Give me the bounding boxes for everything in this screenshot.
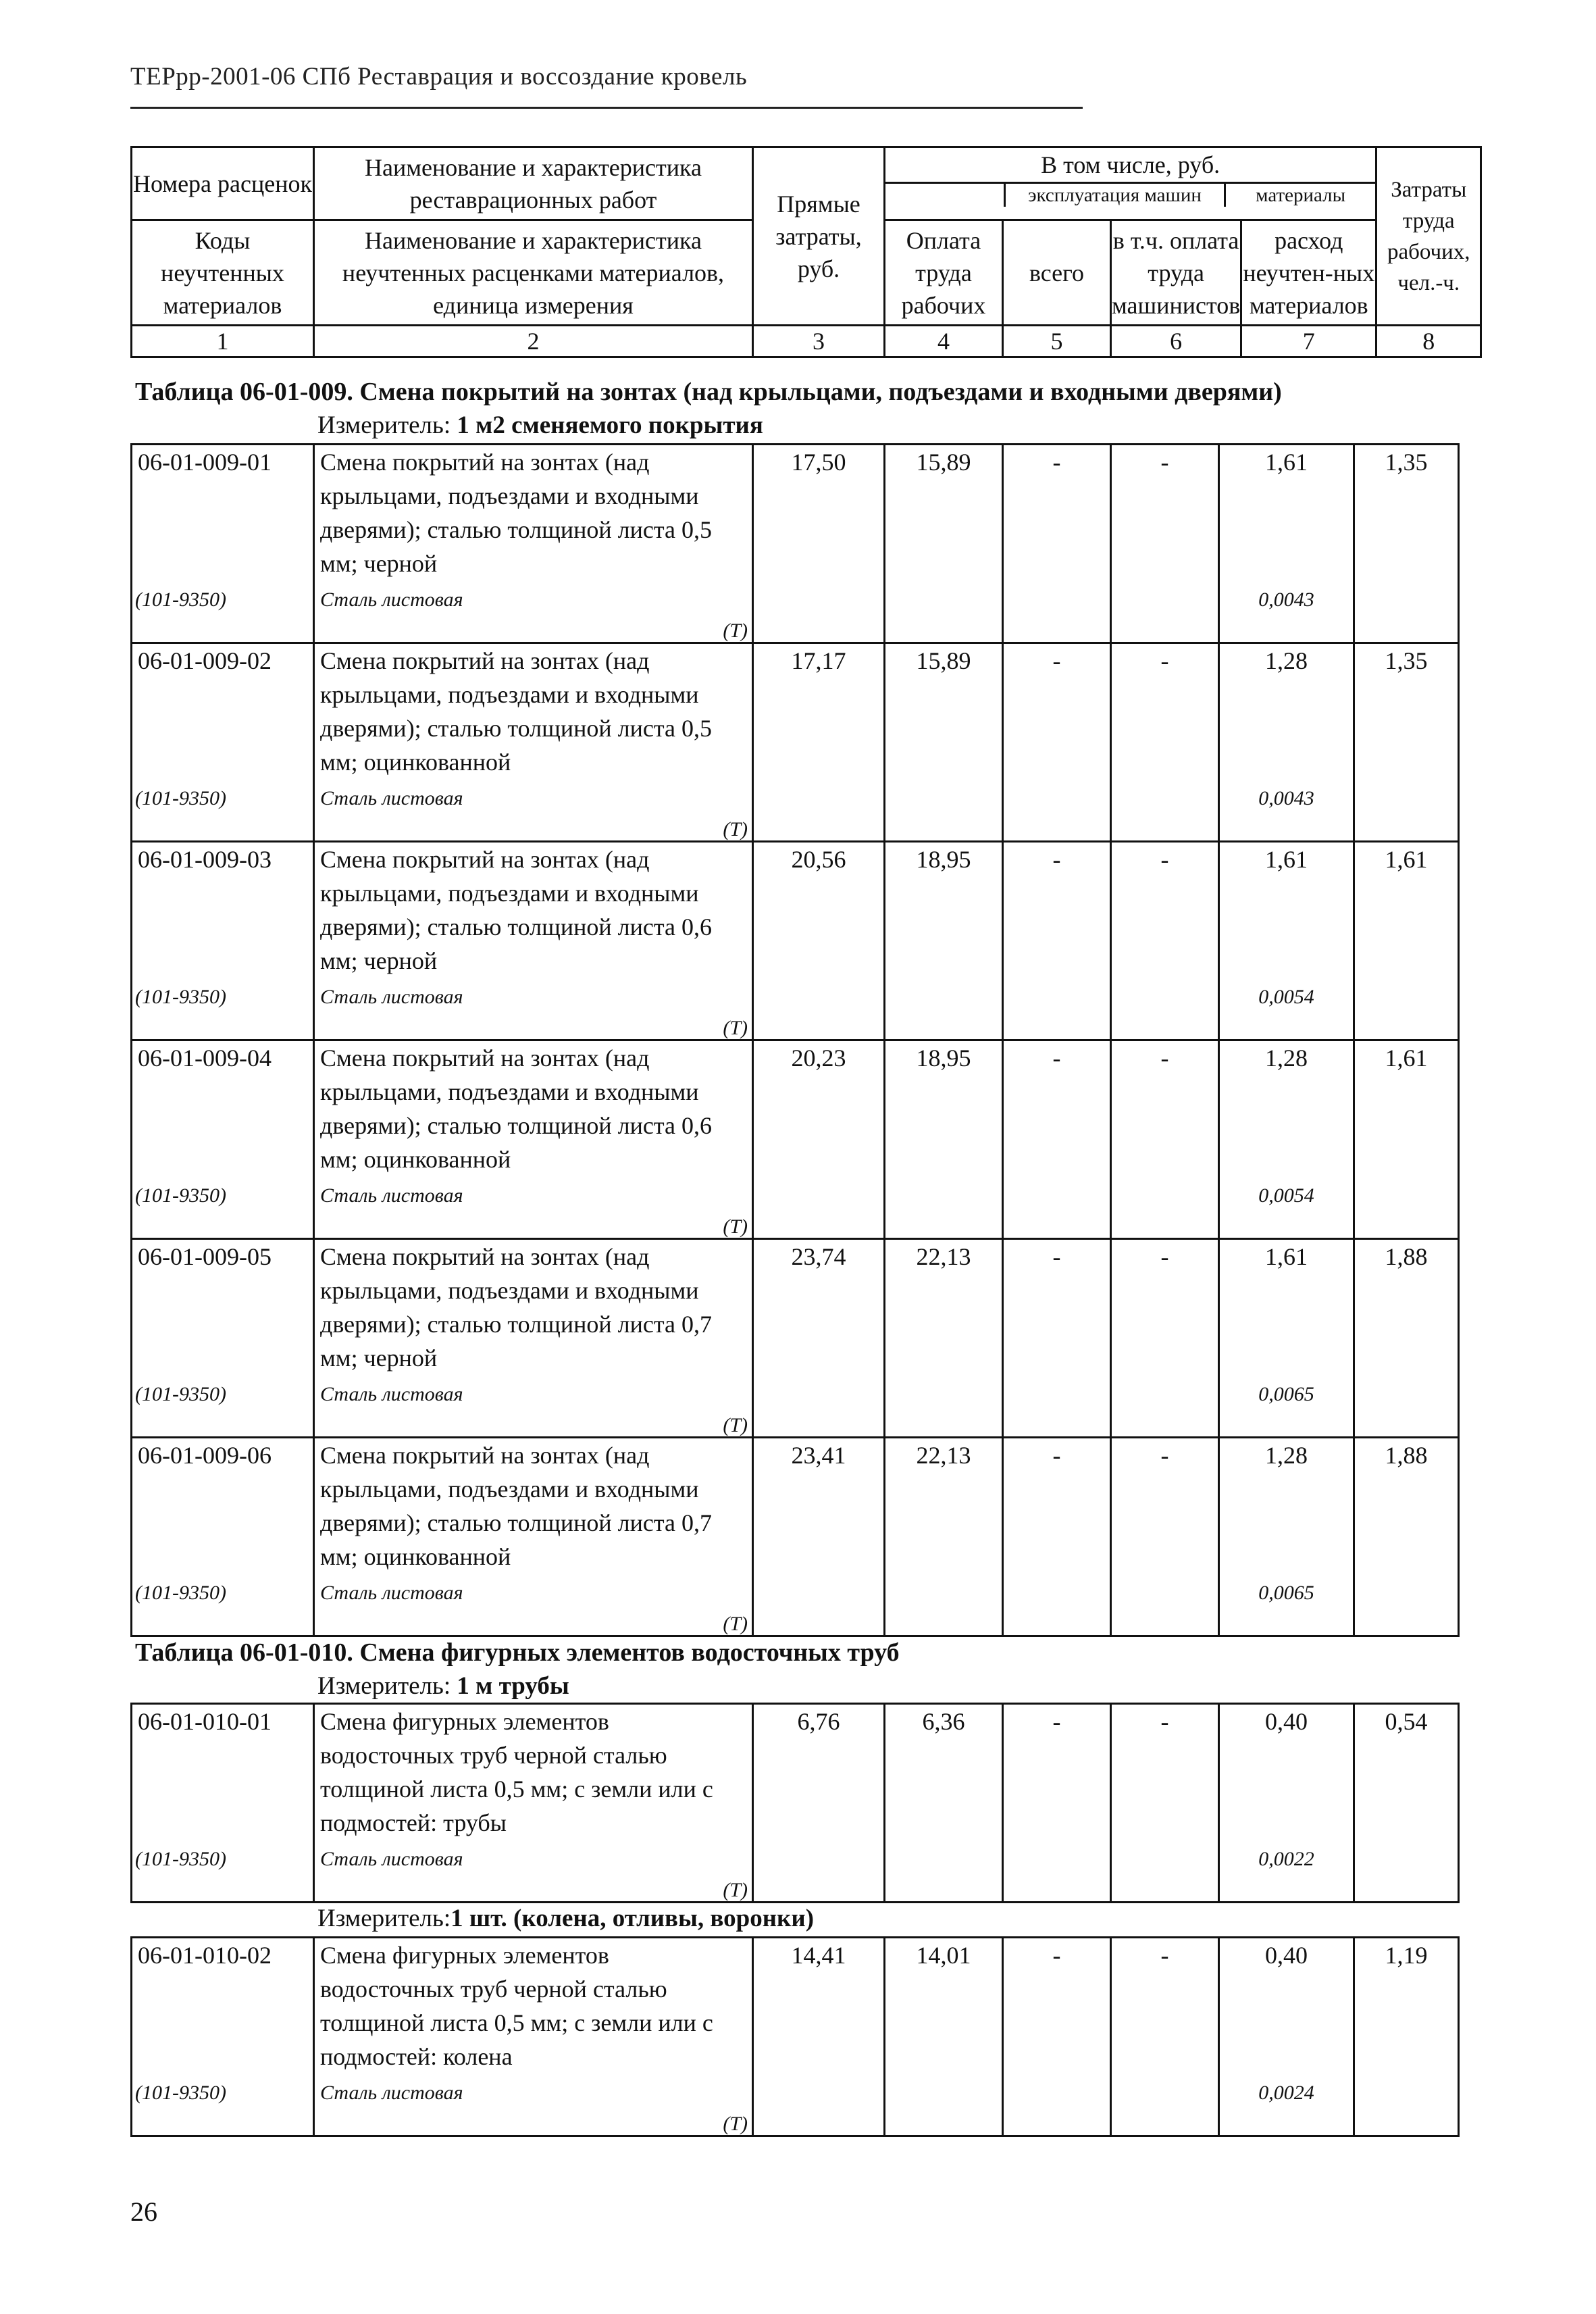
rate-code-cell (132, 1239, 314, 1438)
col-number: 2 (314, 326, 753, 357)
material-code: (101-9350) (135, 1848, 226, 1870)
measure-label: Измеритель: (317, 1672, 451, 1700)
rate-code-cell (132, 1704, 314, 1903)
table-009 (130, 443, 1460, 1637)
labor-hours-cell (1354, 1938, 1459, 2136)
work-description-cell (314, 1704, 753, 1903)
col-number: 7 (1241, 326, 1376, 357)
operators-pay-cell (1111, 1704, 1219, 1903)
rate-code: 06-01-009-05 (138, 1243, 272, 1270)
material-name: Сталь листовая (320, 588, 463, 611)
work-description: Смена покрытий на зонтах (над крыльцами, подъездами и входными дверями); сталью толщиной листа 0,7 мм; оцинкованной (320, 1442, 713, 1570)
rate-code: 06-01-009-06 (138, 1442, 272, 1469)
col-number: 1 (132, 326, 314, 357)
material-quantity: 0,0065 (1258, 1383, 1314, 1405)
hdr-machines: эксплуатация машин (1004, 184, 1224, 207)
operators-pay-cell (1111, 1438, 1219, 1636)
material-name: Сталь листовая (320, 2082, 463, 2104)
machines-total: - (1052, 1442, 1061, 1469)
machines-total: - (1052, 846, 1061, 873)
rate-code: 06-01-009-04 (138, 1045, 272, 1072)
direct-costs: 23,74 (791, 1243, 846, 1270)
direct-costs: 17,17 (791, 647, 846, 674)
material-unit-mark: (Т) (723, 620, 748, 642)
operators-pay: - (1160, 846, 1169, 873)
col-number: 8 (1376, 326, 1481, 357)
direct-costs: 23,41 (791, 1442, 846, 1469)
rate-code-cell (132, 842, 314, 1040)
material-unit-mark: (Т) (723, 1017, 748, 1039)
machines-total: - (1052, 1708, 1061, 1735)
rate-code-cell (132, 1438, 314, 1636)
table-header (130, 146, 1482, 358)
labor-hours: 0,54 (1385, 1708, 1428, 1735)
hdr-material-usage: расход неучтен-ных материалов (1241, 220, 1376, 326)
page-number: 26 (130, 2196, 157, 2227)
material-quantity: 0,0065 (1258, 1582, 1314, 1604)
labor-pay: 14,01 (916, 1942, 971, 1969)
material-name: Сталь листовая (320, 787, 463, 809)
direct-costs: 17,50 (791, 449, 846, 476)
material-name: Сталь листовая (320, 986, 463, 1008)
work-description-cell (314, 643, 753, 842)
work-description: Смена покрытий на зонтах (над крыльцами, подъездами и входными дверями); сталью толщиной листа 0,7 мм; черной (320, 1243, 713, 1372)
operators-pay: - (1160, 449, 1169, 476)
table-row (132, 1438, 1459, 1636)
material-code: (101-9350) (135, 1184, 226, 1207)
material-unit-mark: (Т) (723, 818, 748, 840)
header-rule (130, 107, 1083, 109)
machines-total: - (1052, 1045, 1061, 1072)
hdr-labor-hours: Затраты труда рабочих, чел.-ч. (1376, 147, 1481, 326)
hdr-materials: материалы (1224, 184, 1375, 207)
material-quantity: 0,0043 (1258, 787, 1314, 809)
table-row (132, 1704, 1459, 1903)
table-row (132, 643, 1459, 842)
direct-costs: 20,23 (791, 1045, 846, 1072)
work-description: Смена фигурных элементов водосточных труб черной сталью толщиной листа 0,5 мм; с земли или с подмостей: трубы (320, 1708, 713, 1836)
rate-code: 06-01-009-01 (138, 449, 272, 476)
rate-code: 06-01-010-01 (138, 1708, 272, 1735)
table-010-caption: Таблица 06-01-010. Смена фигурных элементов водосточных труб (135, 1638, 900, 1667)
direct-costs-cell (753, 1438, 885, 1636)
hdr-material-codes: Коды неучтенных материалов (132, 220, 314, 326)
direct-costs-cell (753, 445, 885, 643)
col-number: 5 (1003, 326, 1111, 357)
materials-cost-cell (1219, 1438, 1354, 1636)
materials-cost-cell (1219, 1938, 1354, 2136)
materials-cost: 1,28 (1265, 1442, 1308, 1469)
labor-hours-cell (1354, 1239, 1459, 1438)
machines-total: - (1052, 647, 1061, 674)
materials-cost-cell (1219, 643, 1354, 842)
material-unit-mark: (Т) (723, 1613, 748, 1635)
rate-code-cell (132, 445, 314, 643)
labor-pay: 18,95 (916, 1045, 971, 1072)
materials-cost: 1,61 (1265, 846, 1308, 873)
material-code: (101-9350) (135, 2082, 226, 2104)
operators-pay-cell (1111, 445, 1219, 643)
work-description: Смена фигурных элементов водосточных труб черной сталью толщиной листа 0,5 мм; с земли или с подмостей: колена (320, 1942, 713, 2070)
material-code: (101-9350) (135, 986, 226, 1008)
labor-hours: 1,88 (1385, 1442, 1428, 1469)
hdr-group (885, 147, 1376, 220)
measure-label: Измеритель: (317, 411, 451, 439)
table-row (132, 1040, 1459, 1239)
table-009-measure (317, 411, 763, 440)
operators-pay-cell (1111, 643, 1219, 842)
hdr-work-name: Наименование и характеристика реставрационных работ (314, 147, 753, 220)
table-row (132, 1938, 1459, 2136)
hdr-direct-costs: Прямые затраты, руб. (753, 147, 885, 326)
labor-pay-cell (885, 842, 1003, 1040)
table-row (132, 445, 1459, 643)
operators-pay-cell (1111, 1938, 1219, 2136)
hdr-rate-numbers: Номера расценок (132, 147, 314, 220)
labor-hours: 1,61 (1385, 1045, 1428, 1072)
machines-total-cell (1003, 842, 1111, 1040)
labor-pay: 6,36 (922, 1708, 965, 1735)
machines-total-cell (1003, 1040, 1111, 1239)
measure-value: 1 м2 сменяемого покрытия (457, 411, 763, 439)
operators-pay: - (1160, 1942, 1169, 1969)
page-header: ТЕРрр-2001-06 СПб Реставрация и воссоздание кровель (130, 63, 748, 91)
labor-hours-cell (1354, 1040, 1459, 1239)
operators-pay: - (1160, 1708, 1169, 1735)
operators-pay: - (1160, 1243, 1169, 1270)
materials-cost: 0,40 (1265, 1708, 1308, 1735)
labor-pay-cell (885, 1938, 1003, 2136)
rate-code: 06-01-009-03 (138, 846, 272, 873)
col-number: 3 (753, 326, 885, 357)
material-quantity: 0,0024 (1258, 2082, 1314, 2104)
labor-pay: 15,89 (916, 647, 971, 674)
direct-costs-cell (753, 1040, 885, 1239)
hdr-labor-pay: Оплата труда рабочих (885, 220, 1003, 326)
labor-pay-cell (885, 1438, 1003, 1636)
labor-hours-cell (1354, 643, 1459, 842)
materials-cost-cell (1219, 445, 1354, 643)
material-quantity: 0,0054 (1258, 1184, 1314, 1207)
operators-pay-cell (1111, 1040, 1219, 1239)
work-description-cell (314, 1239, 753, 1438)
direct-costs-cell (753, 1704, 885, 1903)
labor-pay: 15,89 (916, 449, 971, 476)
measure-value: 1 м трубы (457, 1672, 569, 1700)
table-row (132, 1239, 1459, 1438)
labor-pay: 22,13 (916, 1243, 971, 1270)
machines-total-cell (1003, 1704, 1111, 1903)
direct-costs: 14,41 (791, 1942, 846, 1969)
materials-cost: 1,61 (1265, 449, 1308, 476)
materials-cost-cell (1219, 1040, 1354, 1239)
material-unit-mark: (Т) (723, 2113, 748, 2135)
rate-code: 06-01-009-02 (138, 647, 272, 674)
table-010-measure-2 (317, 1904, 814, 1933)
labor-hours: 1,61 (1385, 846, 1428, 873)
machines-total: - (1052, 1942, 1061, 1969)
materials-cost-cell (1219, 842, 1354, 1040)
material-code: (101-9350) (135, 787, 226, 809)
direct-costs: 6,76 (797, 1708, 840, 1735)
labor-hours-cell (1354, 1704, 1459, 1903)
hdr-machines-total: всего (1003, 220, 1111, 326)
table-010-part-1 (130, 1703, 1460, 1903)
table-010-part-2 (130, 1936, 1460, 2137)
labor-pay-cell (885, 445, 1003, 643)
direct-costs-cell (753, 643, 885, 842)
labor-hours: 1,35 (1385, 449, 1428, 476)
materials-cost: 0,40 (1265, 1942, 1308, 1969)
work-description-cell (314, 1938, 753, 2136)
hdr-material-name: Наименование и характеристика неучтенных расценками материалов, единица измерения (314, 220, 753, 326)
operators-pay: - (1160, 1442, 1169, 1469)
material-name: Сталь листовая (320, 1848, 463, 1870)
work-description-cell (314, 445, 753, 643)
table-010-measure-1 (317, 1671, 569, 1701)
operators-pay: - (1160, 1045, 1169, 1072)
table-009-caption: Таблица 06-01-009. Смена покрытий на зонтах (над крыльцами, подъездами и входными дверями) (135, 378, 1282, 406)
material-code: (101-9350) (135, 1582, 226, 1604)
rate-code: 06-01-010-02 (138, 1942, 272, 1969)
direct-costs: 20,56 (791, 846, 846, 873)
labor-hours: 1,88 (1385, 1243, 1428, 1270)
col-number: 6 (1111, 326, 1241, 357)
material-code: (101-9350) (135, 1383, 226, 1405)
hdr-group-title: В том числе, руб. (885, 148, 1375, 184)
operators-pay: - (1160, 647, 1169, 674)
labor-pay: 18,95 (916, 846, 971, 873)
labor-hours-cell (1354, 445, 1459, 643)
materials-cost-cell (1219, 1239, 1354, 1438)
material-name: Сталь листовая (320, 1582, 463, 1604)
work-description: Смена покрытий на зонтах (над крыльцами, подъездами и входными дверями); сталью толщиной листа 0,5 мм; черной (320, 449, 713, 577)
materials-cost-cell (1219, 1704, 1354, 1903)
labor-pay-cell (885, 643, 1003, 842)
rate-code-cell (132, 1040, 314, 1239)
direct-costs-cell (753, 1938, 885, 2136)
measure-value: 1 шт. (колена, отливы, воронки) (451, 1905, 815, 1932)
material-unit-mark: (Т) (723, 1414, 748, 1436)
materials-cost: 1,61 (1265, 1243, 1308, 1270)
material-quantity: 0,0022 (1258, 1848, 1314, 1870)
work-description: Смена покрытий на зонтах (над крыльцами, подъездами и входными дверями); сталью толщиной листа 0,6 мм; черной (320, 846, 713, 974)
materials-cost: 1,28 (1265, 1045, 1308, 1072)
rate-code-cell (132, 643, 314, 842)
labor-hours: 1,35 (1385, 647, 1428, 674)
labor-pay-cell (885, 1239, 1003, 1438)
labor-pay-cell (885, 1040, 1003, 1239)
direct-costs-cell (753, 1239, 885, 1438)
machines-total: - (1052, 449, 1061, 476)
work-description-cell (314, 842, 753, 1040)
machines-total-cell (1003, 643, 1111, 842)
machines-total: - (1052, 1243, 1061, 1270)
material-name: Сталь листовая (320, 1383, 463, 1405)
measure-label: Измеритель: (317, 1905, 451, 1932)
hdr-operators-pay: в т.ч. оплата труда машинистов (1111, 220, 1241, 326)
table-row (132, 842, 1459, 1040)
direct-costs-cell (753, 842, 885, 1040)
material-quantity: 0,0054 (1258, 986, 1314, 1008)
machines-total-cell (1003, 1239, 1111, 1438)
labor-hours-cell (1354, 1438, 1459, 1636)
operators-pay-cell (1111, 842, 1219, 1040)
labor-hours: 1,19 (1385, 1942, 1428, 1969)
operators-pay-cell (1111, 1239, 1219, 1438)
col-number: 4 (885, 326, 1003, 357)
labor-pay-cell (885, 1704, 1003, 1903)
labor-pay: 22,13 (916, 1442, 971, 1469)
work-description-cell (314, 1040, 753, 1239)
work-description: Смена покрытий на зонтах (над крыльцами, подъездами и входными дверями); сталью толщиной листа 0,6 мм; оцинкованной (320, 1045, 713, 1173)
material-code: (101-9350) (135, 588, 226, 611)
material-name: Сталь листовая (320, 1184, 463, 1207)
material-unit-mark: (Т) (723, 1879, 748, 1901)
machines-total-cell (1003, 1438, 1111, 1636)
labor-hours-cell (1354, 842, 1459, 1040)
materials-cost: 1,28 (1265, 647, 1308, 674)
work-description: Смена покрытий на зонтах (над крыльцами, подъездами и входными дверями); сталью толщиной листа 0,5 мм; оцинкованной (320, 647, 713, 776)
material-quantity: 0,0043 (1258, 588, 1314, 611)
machines-total-cell (1003, 1938, 1111, 2136)
rate-code-cell (132, 1938, 314, 2136)
material-unit-mark: (Т) (723, 1215, 748, 1238)
machines-total-cell (1003, 445, 1111, 643)
work-description-cell (314, 1438, 753, 1636)
